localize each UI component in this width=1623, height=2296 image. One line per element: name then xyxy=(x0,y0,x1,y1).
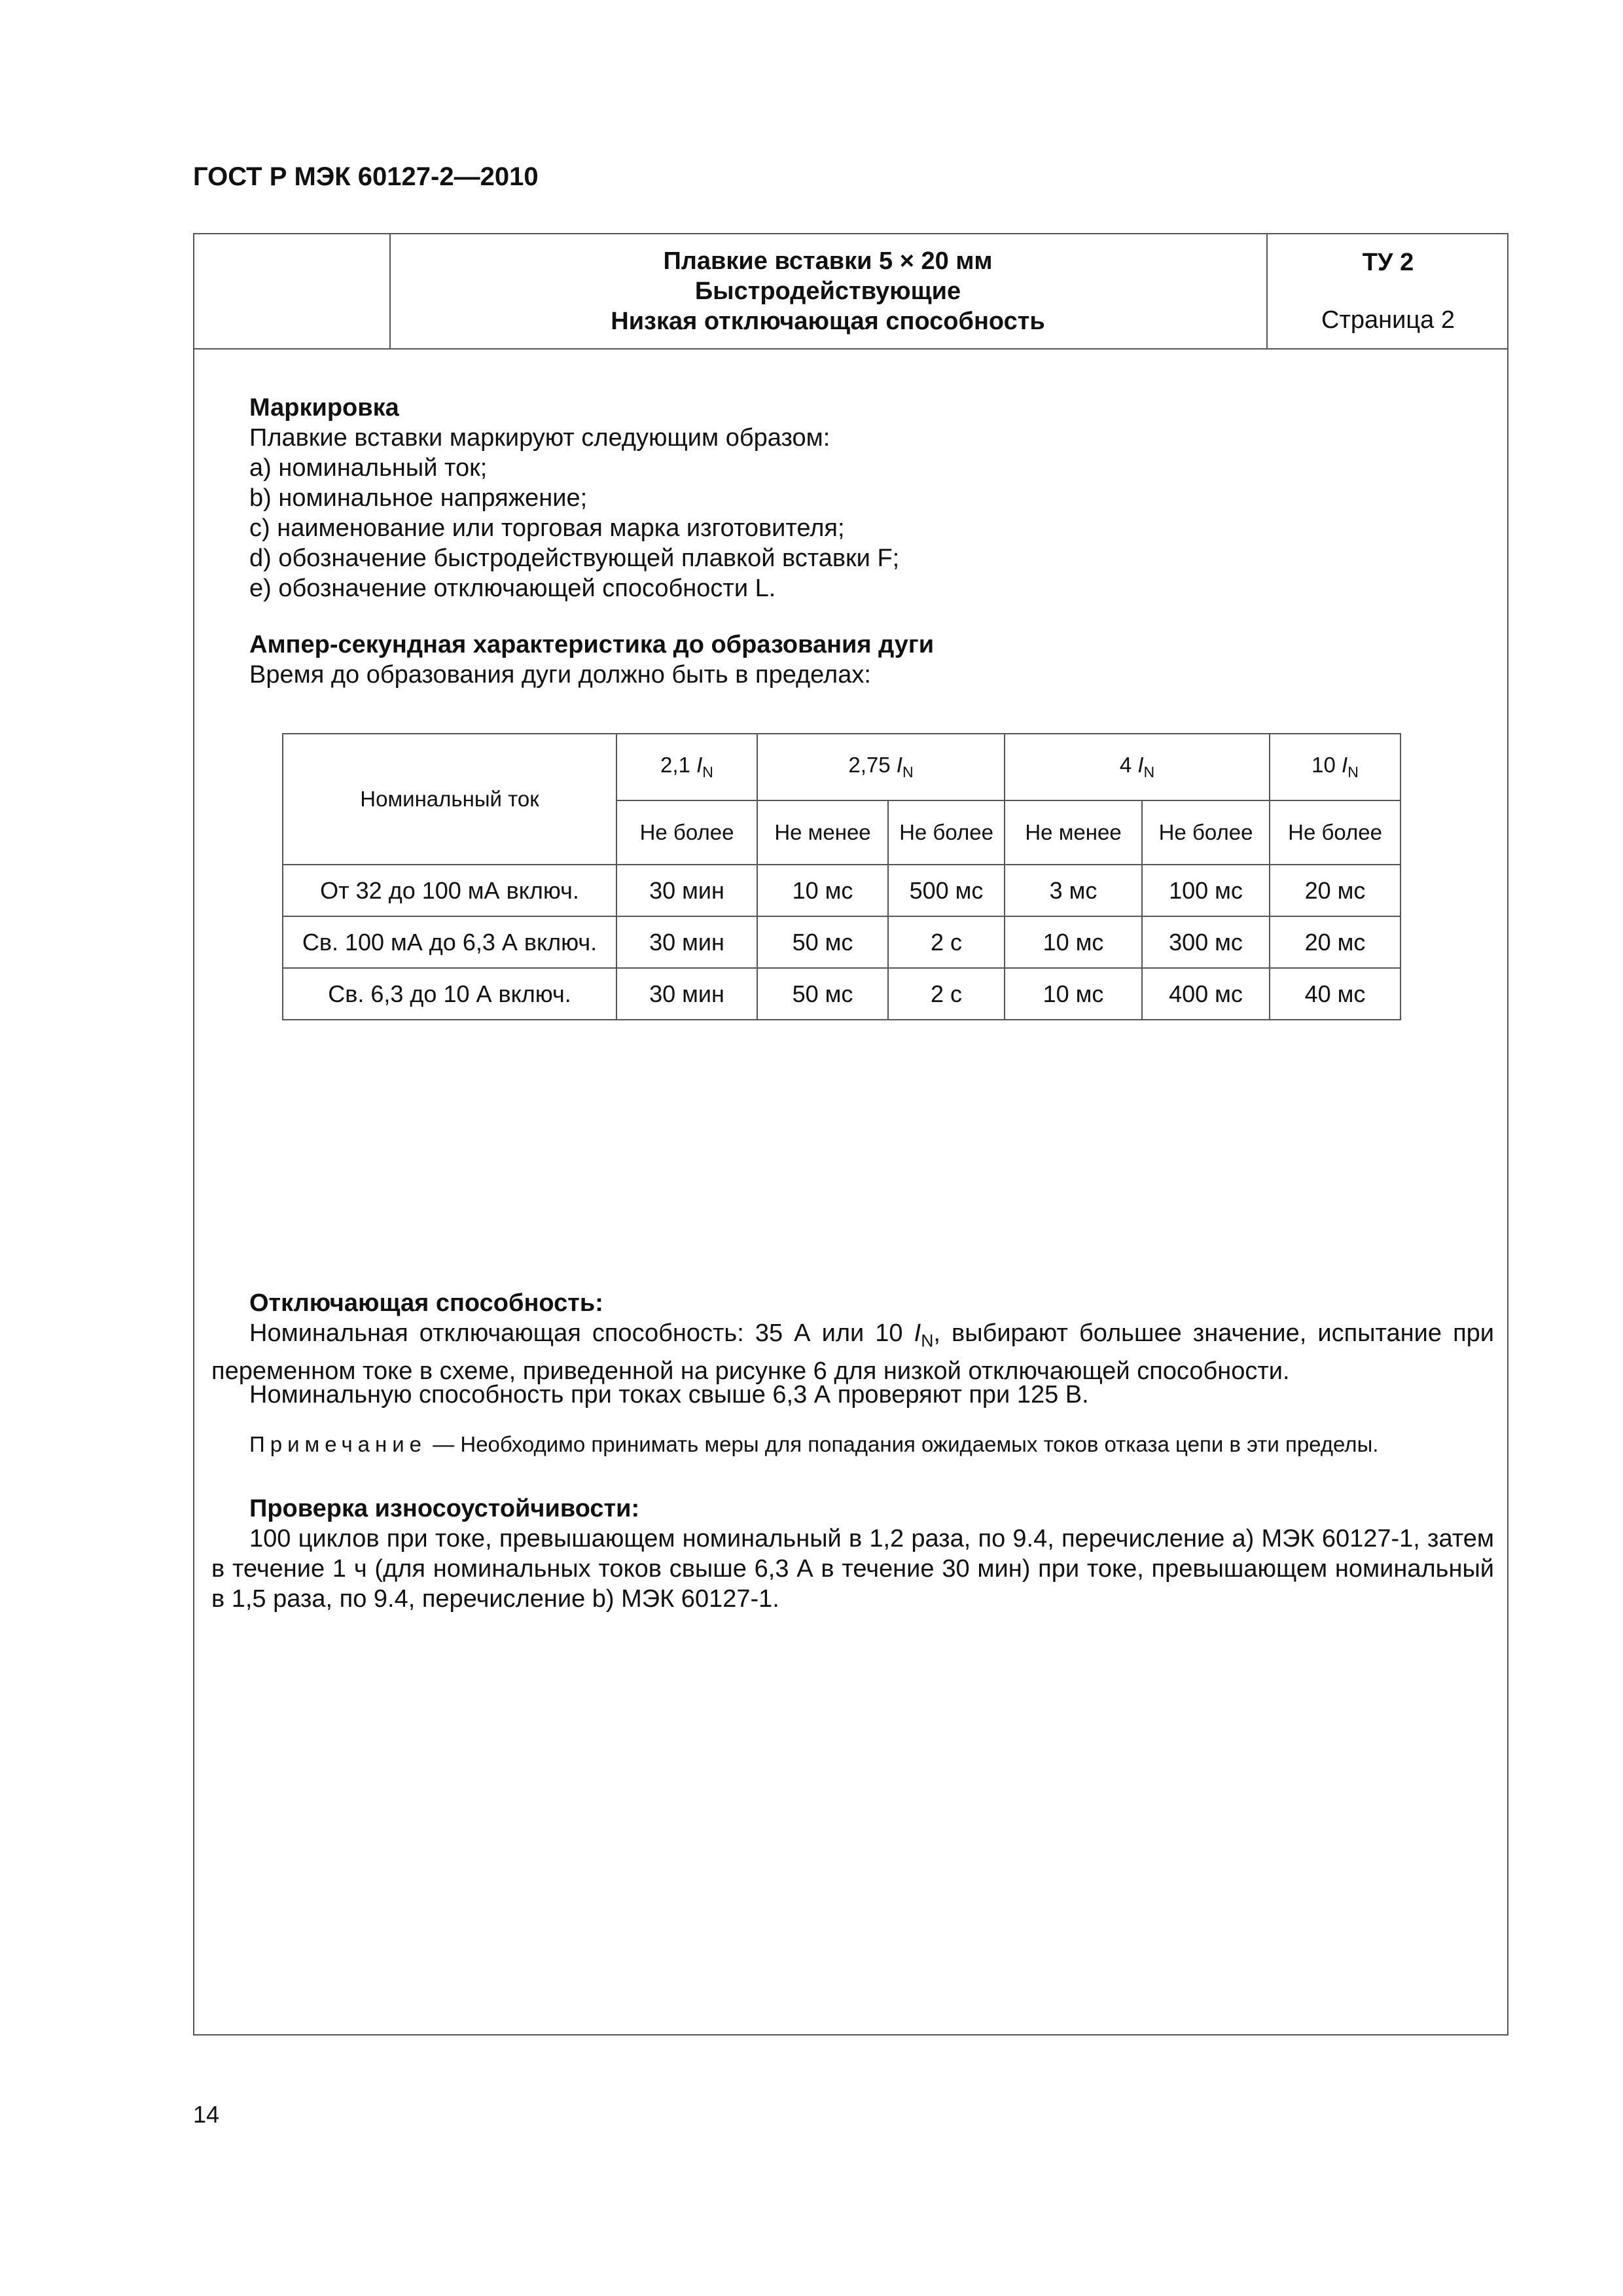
marking-heading: Маркировка xyxy=(249,394,399,422)
rated-current-header: Номинальный ток xyxy=(283,734,616,865)
ampere-second-intro: Время до образования дуги должно быть в пределах: xyxy=(249,661,871,689)
marking-item-a: a) номинальный ток; xyxy=(249,454,488,482)
header-empty-cell xyxy=(194,234,391,348)
spec-sheet-frame xyxy=(193,233,1508,2036)
table-cell: 300 мс xyxy=(1142,916,1270,968)
table-cell: 10 мс xyxy=(757,865,888,916)
table-cell: 3 мс xyxy=(1005,865,1142,916)
breaking-capacity-paragraph-2: Номинальную способность при токах свыше 6,3 А проверяют при 125 В. xyxy=(249,1381,1089,1408)
sheet-header xyxy=(194,234,1507,350)
title-line-2: Быстродействующие xyxy=(694,278,961,305)
breaking-capacity-paragraph-1: Номинальная отключающая способность: 35 А или 10 $I_N$, выбирают большее значение, испытание при переменном токе в схеме, приведенной на рисунке 6 для низкой отключающей способности. xyxy=(211,1319,1495,1385)
title-line-1: Плавкие вставки 5 × 20 мм xyxy=(663,247,993,275)
row-label: Св. 100 мА до 6,3 А включ. xyxy=(283,916,616,968)
endurance-paragraph: 100 циклов при токе, превышающем номинальный в 1,2 раза, по 9.4, перечисление а) МЭК 60127-1, затем в течение 1 ч (для номинальных токов свыше 6,3 А в течение 30 мин) при токе, превышающем номинальный в 1,5 раза, по 9.4, перечисление b) МЭК 60127-1. xyxy=(211,1525,1494,1613)
marking-item-e: e) обозначение отключающей способности L. xyxy=(249,575,776,602)
table-cell: 2 с xyxy=(888,968,1005,1020)
endurance-heading: Проверка износоустойчивости: xyxy=(249,1495,640,1522)
table-cell: 500 мс xyxy=(888,865,1005,916)
table-cell: 100 мс xyxy=(1142,865,1270,916)
marking-item-d: d) обозначение быстродействующей плавкой вставки F; xyxy=(249,545,900,572)
table-cell: 2 с xyxy=(888,916,1005,968)
table-cell: 30 мин xyxy=(616,916,757,968)
sheet-code: ТУ 2 xyxy=(1362,249,1414,276)
table-cell: 400 мс xyxy=(1142,968,1270,1020)
group-header-4-in: 4 $I_N$ xyxy=(1005,734,1270,800)
table-cell: 30 мин xyxy=(616,968,757,1020)
table-cell: 50 мс xyxy=(757,968,888,1020)
document-id: ГОСТ Р МЭК 60127-2—2010 xyxy=(193,162,539,191)
row-label: Св. 6,3 до 10 А включ. xyxy=(283,968,616,1020)
marking-intro: Плавкие вставки маркируют следующим образом: xyxy=(249,424,830,452)
table-cell: 30 мин xyxy=(616,865,757,916)
marking-item-c: c) наименование или торговая марка изготовителя; xyxy=(249,514,845,542)
sheet-page-label: Страница 2 xyxy=(1321,306,1455,334)
table-cell: 20 мс xyxy=(1270,916,1400,968)
table-cell: 10 мс xyxy=(1005,916,1142,968)
marking-item-b: b) номинальное напряжение; xyxy=(249,484,588,512)
table-cell: 10 мс xyxy=(1005,968,1142,1020)
table-cell: 20 мс xyxy=(1270,865,1400,916)
table-row xyxy=(283,968,1400,1020)
limit-header: Не менее xyxy=(757,800,888,865)
ampere-second-heading: Ампер-секундная характеристика до образования дуги xyxy=(249,631,935,658)
limit-header: Не менее xyxy=(1005,800,1142,865)
limit-header: Не более xyxy=(1142,800,1270,865)
group-header-10-in: 10 $I_N$ xyxy=(1270,734,1400,800)
group-header-2-1-in: 2,1 $I_N$ xyxy=(616,734,757,800)
page-number: 14 xyxy=(193,2101,220,2128)
table-cell: 50 мс xyxy=(757,916,888,968)
header-sheet-cell xyxy=(1268,234,1508,348)
limit-header: Не более xyxy=(1270,800,1400,865)
breaking-capacity-note: Примечание — Необходимо принимать меры для попадания ожидаемых токов отказа цепи в эти пределы. xyxy=(249,1432,1379,1456)
table-row xyxy=(283,916,1400,968)
title-line-3: Низкая отключающая способность xyxy=(611,308,1045,335)
table-cell: 40 мс xyxy=(1270,968,1400,1020)
table-row xyxy=(283,865,1400,916)
group-header-2-75-in: 2,75 $I_N$ xyxy=(757,734,1005,800)
row-label: От 32 до 100 мА включ. xyxy=(283,865,616,916)
pre-arcing-time-table xyxy=(282,733,1401,1020)
breaking-capacity-heading: Отключающая способность: xyxy=(249,1289,603,1317)
limit-header: Не более xyxy=(616,800,757,865)
limit-header: Не более xyxy=(888,800,1005,865)
header-title-cell xyxy=(389,234,1268,348)
